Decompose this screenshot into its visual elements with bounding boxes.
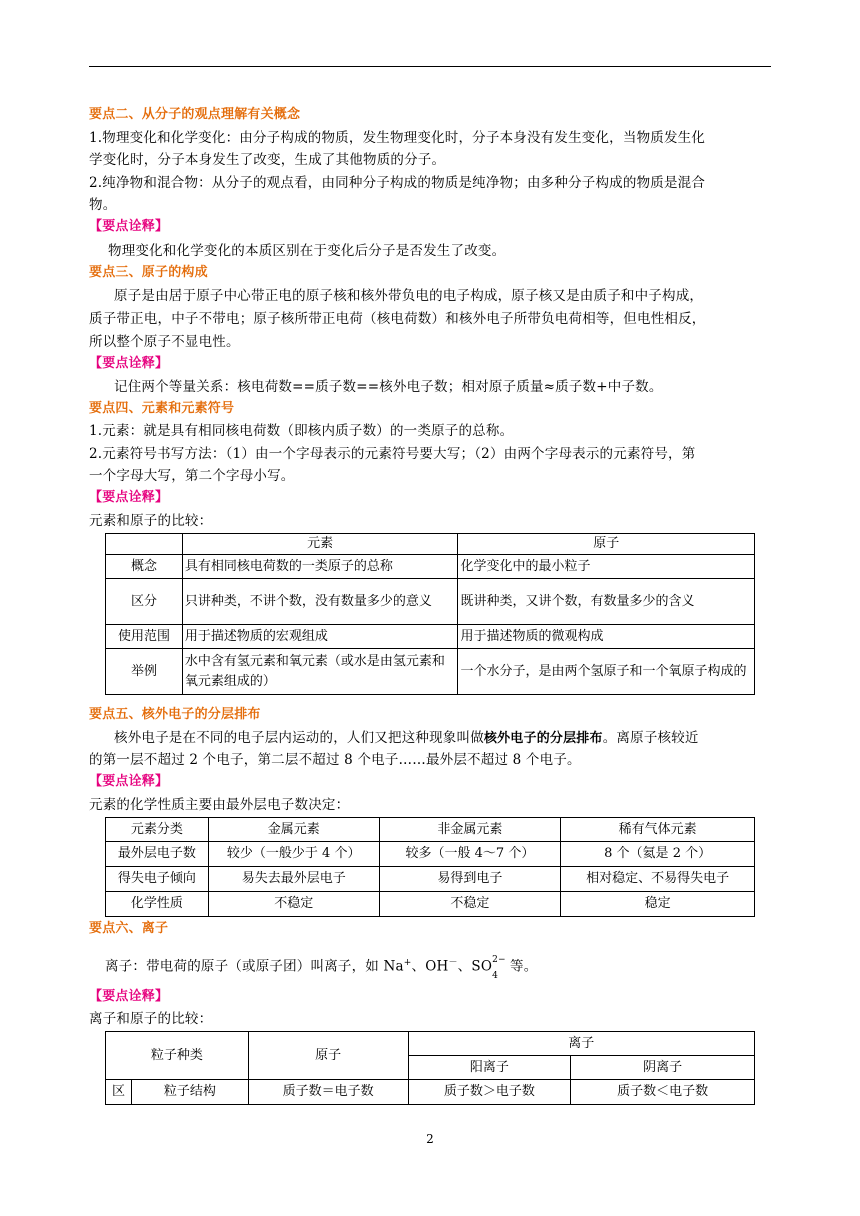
- table-header-cell: 原子: [248, 1032, 408, 1080]
- table-header-cell: 元素: [182, 534, 458, 555]
- table-cell: 质子数＞电子数: [408, 1080, 571, 1105]
- row-header-cell: 最外层电子数: [106, 842, 209, 867]
- table-header-row: [106, 1032, 755, 1056]
- table-cell: 化学变化中的最小粒子: [458, 555, 755, 579]
- table-cell: 稳定: [561, 892, 755, 917]
- table-header-cell: 金属元素: [208, 818, 379, 842]
- section-heading: 要点五、核外电子的分层排布: [89, 707, 261, 722]
- paragraph-line: 2.纯净物和混合物：从分子的观点看，由同种分子构成的物质是纯净物；由多种分子构成的物质是混合: [89, 175, 706, 191]
- section-heading: 要点四、元素和元素符号: [89, 401, 235, 416]
- table-cell: 质子数＜电子数: [571, 1080, 755, 1105]
- row-header-cell: 化学性质: [106, 892, 209, 917]
- table-row: [106, 579, 755, 625]
- table-header-cell: 元素分类: [106, 818, 209, 842]
- table-header-cell: 阳离子: [408, 1056, 571, 1080]
- charge-superscript: 2−: [492, 954, 506, 965]
- sulfate-subsup: [492, 956, 510, 984]
- text-run: 核外电子是在不同的电子层内运动的，人们又把这种现象叫做: [114, 730, 484, 746]
- table-header-cell: 阴离子: [571, 1056, 755, 1080]
- table-row: [106, 649, 755, 695]
- element-atom-table: [105, 533, 755, 695]
- section-heading: 要点六、离子: [89, 921, 169, 936]
- table-cell: 易得到电子: [379, 867, 561, 892]
- section-heading: 要点三、原子的构成: [89, 265, 208, 280]
- table-cell: 具有相同核电荷数的一类原子的总称: [182, 555, 458, 579]
- table-cell: 只讲种类，不讲个数，没有数量多少的意义: [182, 579, 458, 625]
- text-run: 。离原子核较近: [602, 730, 699, 746]
- table-caption: 元素和原子的比较：: [89, 513, 213, 529]
- table-cell: 用于描述物质的宏观组成: [182, 625, 458, 649]
- paragraph-line: 物。: [89, 197, 117, 213]
- paragraph-line: 质子带正电，中子不带电；原子核所带正电荷（核电荷数）和核外电子所带负电荷相等，但电性相反，: [89, 311, 706, 327]
- ion-definition-line: [105, 952, 537, 983]
- table-row: [106, 892, 755, 917]
- table-row: [106, 555, 755, 579]
- bold-term: 核外电子的分层排布: [483, 731, 603, 746]
- table-cell: 不稳定: [208, 892, 379, 917]
- table-header-row: [106, 818, 755, 842]
- table-cell: 8 个（氦是 2 个）: [561, 842, 755, 867]
- table-cell: 较少（一般少于 4 个）: [208, 842, 379, 867]
- table-cell: 易失去最外层电子: [208, 867, 379, 892]
- paragraph-line: 一个字母大写，第二个字母小写。: [89, 468, 295, 484]
- table-header-row: [106, 534, 755, 555]
- table-cell: 相对稳定、不易得失电子: [561, 867, 755, 892]
- row-header-cell: 得失电子倾向: [106, 867, 209, 892]
- paragraph-line: 1.物理变化和化学变化：由分子构成的物质，发生物理变化时，分子本身没有发生变化，当物质发生化: [89, 130, 706, 146]
- table-row: [106, 625, 755, 649]
- row-header-cell: 区分: [106, 579, 183, 625]
- table-row: [106, 867, 755, 892]
- note-label: 【要点诠释】: [89, 989, 169, 1004]
- row-header-cell: 概念: [106, 555, 183, 579]
- table-header-cell: 离子: [408, 1032, 754, 1056]
- note-label: 【要点诠释】: [89, 356, 169, 371]
- row-header-cell: 使用范围: [106, 625, 183, 649]
- row-header-cell: 粒子结构: [131, 1080, 248, 1105]
- table-header-cell: 稀有气体元素: [561, 818, 755, 842]
- table-cell: 水中含有氢元素和氧元素（或水是由氢元素和氧元素组成的）: [182, 649, 458, 695]
- text-run: 离子：带电荷的原子（或原子团）叫离子，如 Na: [105, 958, 404, 975]
- table-row: [106, 842, 755, 867]
- text-run: 等。: [510, 958, 538, 975]
- table-cell: 不稳定: [379, 892, 561, 917]
- text-run: 、OH: [411, 958, 449, 975]
- paragraph-line: 的第一层不超过 2 个电子，第二层不超过 8 个电子……最外层不超过 8 个电子。: [89, 752, 581, 768]
- note-text: 记住两个等量关系：核电荷数==质子数==核外电子数；相对原子质量≈质子数+中子数。: [114, 379, 663, 395]
- text-run: 、SO: [457, 958, 493, 975]
- charge-superscript: －: [448, 958, 458, 968]
- page-number: 2: [426, 1132, 434, 1146]
- table-cell: 用于描述物质的微观构成: [458, 625, 755, 649]
- table-caption: 元素的化学性质主要由最外层电子数决定：: [89, 797, 350, 813]
- paragraph-line: 1.元素：就是具有相同核电荷数（即核内质子数）的一类原子的总称。: [89, 423, 514, 439]
- row-header-cell: 举例: [106, 649, 183, 695]
- note-label: 【要点诠释】: [89, 774, 169, 789]
- paragraph-line: 学变化时，分子本身发生了改变，生成了其他物质的分子。: [89, 152, 446, 168]
- table-caption: 离子和原子的比较：: [89, 1011, 213, 1027]
- charge-superscript: +: [403, 958, 412, 968]
- table-cell: 一个水分子，是由两个氢原子和一个氧原子构成的: [458, 649, 755, 695]
- row-group-cell: 区: [106, 1080, 132, 1105]
- paragraph-line: 所以整个原子不显电性。: [89, 334, 240, 350]
- note-label: 【要点诠释】: [89, 219, 169, 234]
- table-header-cell: 粒子种类: [106, 1032, 249, 1080]
- paragraph-line: 原子是由居于原子中心带正电的原子核和核外带负电的电子构成，原子核又是由质子和中子构成，: [114, 288, 704, 304]
- paragraph-line: 2.元素符号书写方法：（1）由一个字母表示的元素符号要大写；（2）由两个字母表示的元素符号，第: [89, 446, 696, 462]
- table-header-cell: 非金属元素: [379, 818, 561, 842]
- table-cell: 较多（一般 4～7 个）: [379, 842, 561, 867]
- header-rule: [89, 66, 771, 67]
- table-row: [106, 1080, 755, 1105]
- note-label: 【要点诠释】: [89, 490, 169, 505]
- table-cell: [106, 534, 183, 555]
- section-heading: 要点二、从分子的观点理解有关概念: [89, 107, 301, 122]
- electron-shell-table: [105, 817, 755, 917]
- table-header-cell: 原子: [458, 534, 755, 555]
- subscript: 4: [492, 971, 499, 982]
- ion-atom-table: [105, 1031, 755, 1105]
- paragraph-line: [114, 727, 699, 750]
- table-cell: 既讲种类，又讲个数，有数量多少的含义: [458, 579, 755, 625]
- table-cell: 质子数＝电子数: [248, 1080, 408, 1105]
- note-text: 物理变化和化学变化的本质区别在于变化后分子是否发生了改变。: [108, 243, 506, 259]
